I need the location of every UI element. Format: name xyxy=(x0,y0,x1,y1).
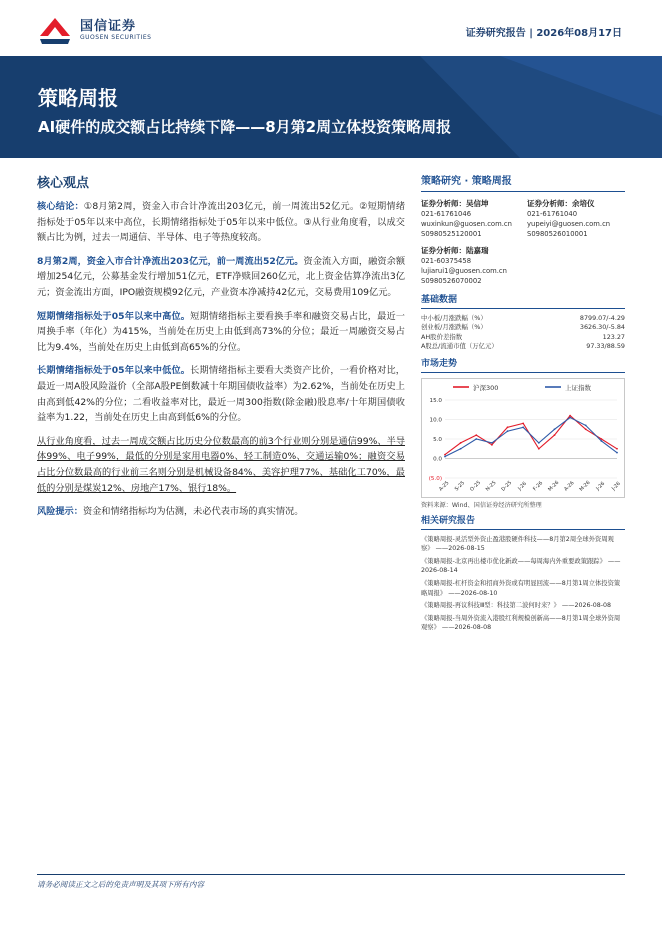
series-point xyxy=(616,451,618,453)
x-tick-label: A-25 xyxy=(438,479,451,493)
footer-disclaimer: 请务必阅读正文之后的免责声明及其项下所有内容 xyxy=(37,880,205,889)
analyst-email[interactable]: yupeiyi@guosen.com.cn xyxy=(527,220,611,228)
series-point xyxy=(507,426,509,428)
title-banner xyxy=(0,56,662,158)
report-title: AI硬件的成交额占比持续下降——8月第2周立体投资策略周报 xyxy=(38,118,452,136)
analyst-email[interactable]: wuxinkun@guosen.com.cn xyxy=(421,220,512,228)
x-tick-label: F-26 xyxy=(532,479,545,492)
x-tick-label: A-26 xyxy=(563,479,576,493)
related-report-link[interactable]: 《策略周报-再议科技Ⅲ型：科技第二波何时来？》 ——2026-08-08 xyxy=(421,602,612,610)
series-point xyxy=(569,416,571,418)
paragraph-lead: 8月第2周，资金入市合计净流出203亿元，前一周流出52亿元。 xyxy=(37,255,304,267)
paragraph-body: 资金和情绪指标均为估测，未必代表市场的真实情况。 xyxy=(82,506,304,518)
basic-data-label: 中小板/月涨跌幅（%） xyxy=(421,314,487,322)
related-report-link[interactable]: 《策略周报-灵活型外资止盈港股硬件科技——8月第2周全球外资周观察》 ——2026-08-15 xyxy=(421,535,614,553)
legend-label: 上证指数 xyxy=(565,383,591,392)
chart-source: 资料来源：Wind、国信证券经济研究所整理 xyxy=(421,501,542,509)
series-point xyxy=(616,447,618,449)
analyst-card xyxy=(421,198,519,239)
basic-data-table xyxy=(421,314,625,352)
logo-text-cn: 国信证券 xyxy=(80,19,137,34)
guosen-logo-icon xyxy=(38,14,72,46)
analyst-name: 证券分析师：陆嘉瑞 xyxy=(421,246,489,255)
basic-data-heading: 基础数据 xyxy=(421,292,625,309)
series-point xyxy=(600,440,602,442)
series-point xyxy=(444,455,446,457)
analyst-phone: 021-61761040 xyxy=(527,210,578,218)
paragraph-lead: 从行业角度看， xyxy=(37,435,102,447)
basic-data-value: 97.33/88.59 xyxy=(586,342,625,351)
core-view-section xyxy=(37,172,405,528)
analyst-email[interactable]: lujiarui1@guosen.com.cn xyxy=(421,267,507,275)
related-report-link[interactable]: 《策略周报-杠杆资金和招商外资或有明显回流——8月第1周立体投资策略周报》 ——2026-08-10 xyxy=(421,580,621,597)
analyst-card xyxy=(527,198,625,239)
analyst-list xyxy=(421,198,625,286)
paragraph-conclusion xyxy=(37,199,405,246)
analyst-name: 证券分析师：吴信坤 xyxy=(421,199,489,208)
basic-data-label: 创业板/月涨跌幅（%） xyxy=(421,323,487,332)
basic-data-label: A股总/流通市值（万亿元） xyxy=(421,342,498,351)
related-report-link[interactable]: 《策略周报-当周外资流入港股红利规模创新高——8月第1周全球外资周观察》 ——2026-08-08 xyxy=(421,614,621,632)
page-header xyxy=(0,0,662,56)
related-report-link[interactable]: 《策略周报-北京再出楼市优化新政——每周海内外重要政策跟踪》 ——2026-08-14 xyxy=(421,557,621,575)
paragraph-lead: 核心结论： xyxy=(37,201,84,212)
paragraph-fund-flow xyxy=(37,254,405,301)
market-trend-heading: 市场走势 xyxy=(421,356,625,373)
report-type: 策略周报 xyxy=(38,86,118,110)
legend-label: 沪深300 xyxy=(473,383,499,392)
basic-data-row xyxy=(421,333,625,342)
series-point xyxy=(585,424,587,426)
analyst-name: 证券分析师：余培仪 xyxy=(527,199,595,208)
series-point xyxy=(491,444,493,446)
analyst-phone: 021-61761046 xyxy=(421,210,472,218)
basic-data-row xyxy=(421,323,625,332)
analyst-cert: S0980526010001 xyxy=(527,230,588,238)
basic-data-value: 8799.07/-4.29 xyxy=(579,314,625,322)
paragraph-industry xyxy=(37,434,405,496)
x-tick-label: J-26 xyxy=(595,480,607,492)
market-trend-chart xyxy=(421,378,625,498)
chart-frame xyxy=(422,378,625,497)
y-tick-label: 0.0 xyxy=(433,456,442,463)
section-heading: 核心观点 xyxy=(37,176,90,191)
series-point xyxy=(554,434,556,436)
paragraph-body: 过去一周成交额占比历史分位数最高的前3个行业则分别是通信99%、半导体99%、电子99%，最低的分别是家用电器0%、轻工制造0%、交通运输0%；融资交易占比分位数最高的行业前三名则分别是机械设备84%、美容护理77%、基础化工70%，最低的分别是煤炭12%、房地产17%、银行18%。 xyxy=(37,435,406,494)
y-tick-label: 10.0 xyxy=(429,417,442,424)
analyst-cert: S0980526070002 xyxy=(421,277,482,285)
related-reports-heading: 相关研究报告 xyxy=(421,513,625,530)
paragraph-risk xyxy=(37,504,405,520)
x-tick-label: J-26 xyxy=(517,480,528,492)
series-point xyxy=(569,414,571,416)
x-tick-label: N-25 xyxy=(484,479,498,493)
paragraph-short-term xyxy=(37,309,405,356)
series-point xyxy=(554,428,556,430)
paragraph-body: 短期情绪指标主要看换手率和融资交易占比，最近一周换手率（年化）为415%，当前处在历史上由低到高73%的分位；最近一周融资交易占比为9.4%，当前处在历史上由低到高65%的分位。 xyxy=(37,310,405,353)
basic-data-row xyxy=(421,314,625,323)
paragraph-lead: 长期情绪指标处于05年以来中低位。 xyxy=(37,365,191,377)
series-point xyxy=(475,438,477,440)
y-tick-label: 5.0 xyxy=(433,436,442,443)
analyst-cert: S0980525120001 xyxy=(421,230,482,238)
x-tick-label: M-26 xyxy=(578,479,592,493)
guosen-logo xyxy=(38,14,188,46)
basic-data-label: AH股价差指数 xyxy=(421,332,463,341)
x-tick-label: O-25 xyxy=(469,479,483,493)
analyst-card xyxy=(421,245,519,286)
basic-data-value: 3626.30/-5.84 xyxy=(579,323,625,332)
series-point xyxy=(538,447,540,449)
x-tick-label: S-25 xyxy=(453,479,467,493)
related-reports-list xyxy=(421,535,625,633)
paragraph-body: 资金流入方面，融资余额增加254亿元，公募基金发行增加51亿元，ETF净赎回260亿元，北上资金估算净流出3亿元；资金流出方面，IPO融资规模92亿元，产业资本净减持42亿元，交易费用109亿元。 xyxy=(37,255,406,298)
x-tick-label: D-25 xyxy=(500,479,514,493)
basic-data-row xyxy=(421,342,625,351)
series-point xyxy=(522,426,524,428)
x-tick-label: M-26 xyxy=(547,479,561,493)
series-point xyxy=(475,434,477,436)
x-tick-label: J-26 xyxy=(610,480,622,492)
market-trend-svg xyxy=(421,378,625,498)
report-meta: 证券研究报告 | 2026年08月17日 xyxy=(465,28,622,39)
series-point xyxy=(507,430,509,432)
sidebar-heading: 策略研究 · 策略周报 xyxy=(421,172,625,192)
y-tick-label: 15.0 xyxy=(429,397,442,404)
logo-text-en: GUOSEN SECURITIES xyxy=(80,34,152,41)
basic-data-value: 123.27 xyxy=(602,332,625,341)
series-point xyxy=(538,442,540,444)
paragraph-lead: 短期情绪指标处于05年以来中高位。 xyxy=(37,310,191,322)
series-point xyxy=(444,453,446,455)
analyst-phone: 021-60375458 xyxy=(421,257,472,265)
paragraph-body: 长期情绪指标主要看大类资产比价，一看价格对比，最近一周A股风险溢价（全部A股PE倒数减十年期国债收益率）为2.62%，当前处在历史上由高到低42%的分位；二看收益率对比，最近一周300指数(除金融)股息率/十年期国债收益率为1.22，当前处在历史上由高到低6%的分位。 xyxy=(37,365,405,424)
paragraph-long-term xyxy=(37,363,405,425)
paragraph-body: ①8月第2周，资金入市合计净流出203亿元，前一周流出52亿元。②短期情绪指标处于05年以来中高位，长期情绪指标处于05年以来中低位。③从行业角度看，以成交额占比为例，过去一周通信、半导体、电子等热度较高。 xyxy=(37,201,406,244)
series-point xyxy=(522,422,524,424)
paragraph-lead: 风险提示： xyxy=(37,506,83,518)
series-point xyxy=(585,428,587,430)
sidebar xyxy=(421,172,625,636)
series-point xyxy=(460,447,462,449)
y-tick-label: (5.0) xyxy=(428,475,442,482)
footer-divider xyxy=(37,874,625,875)
series-point xyxy=(491,442,493,444)
series-point xyxy=(460,442,462,444)
